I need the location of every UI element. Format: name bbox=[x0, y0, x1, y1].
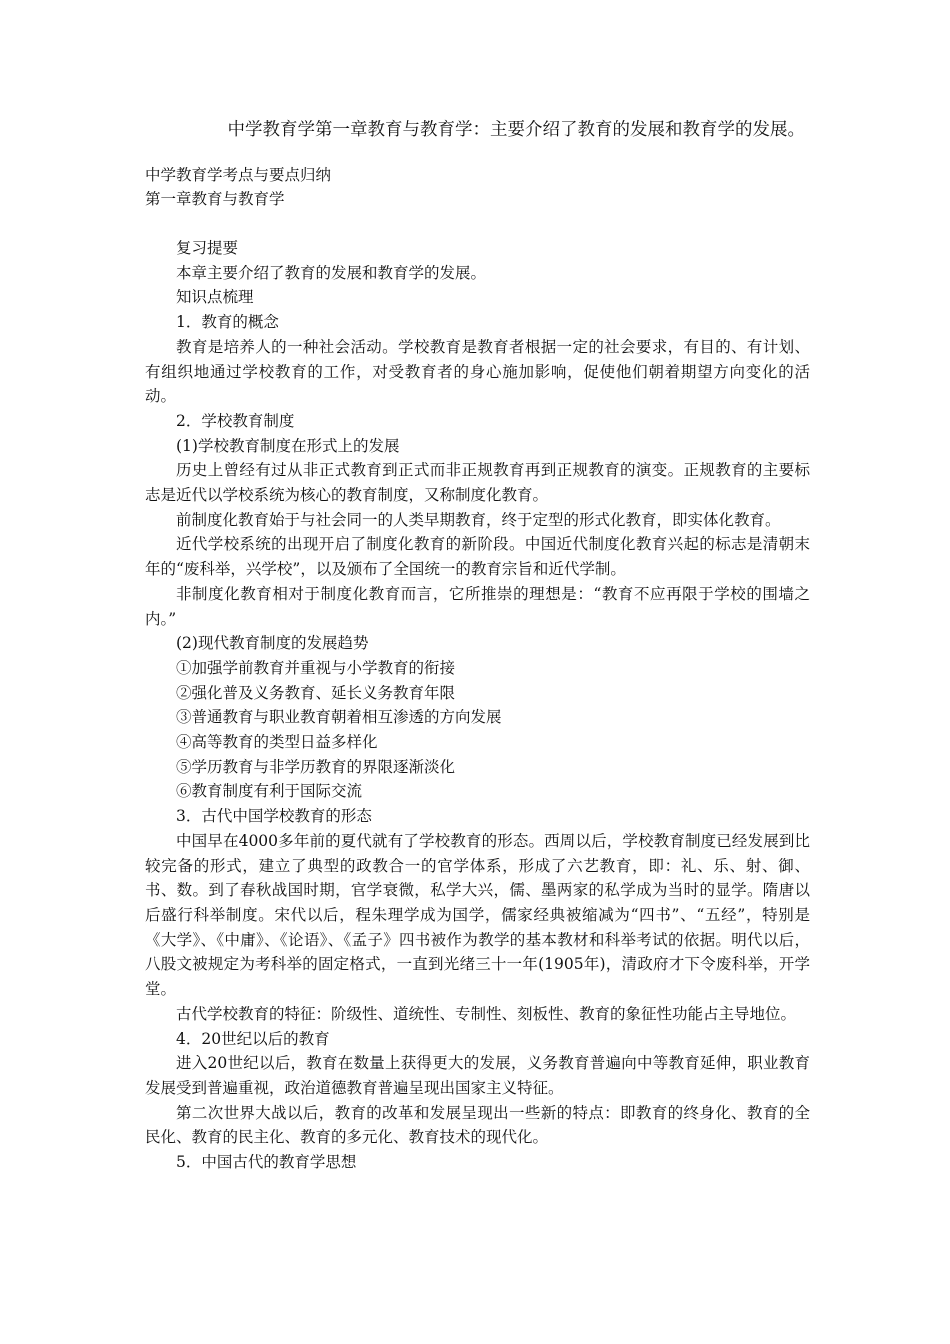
subsection-heading: (2)现代教育制度的发展趋势 bbox=[176, 634, 369, 653]
paragraph: 知识点梳理 bbox=[176, 288, 254, 307]
section-heading: 5．中国古代的教育学思想 bbox=[176, 1153, 357, 1172]
list-item: ④高等教育的类型日益多样化 bbox=[176, 733, 378, 752]
paragraph: 复习提要 bbox=[176, 239, 239, 257]
paragraph: 第二次世界大战以后，教育的改革和发展呈现出一些新的特点：即教育的终身化、教育的全民化、教育的民主化、教育的多元化、教育技术的现代化。 bbox=[145, 1103, 810, 1147]
paragraph: 古代学校教育的特征：阶级性、道统性、专制性、刻板性、教育的象征性功能占主导地位。 bbox=[176, 1004, 797, 1023]
section-heading: 3．古代中国学校教育的形态 bbox=[176, 807, 372, 826]
subsection-heading: (1)学校教育制度在形式上的发展 bbox=[176, 436, 400, 455]
section-heading: 4．20世纪以后的教育 bbox=[176, 1029, 330, 1048]
paragraph: 历史上曾经有过从非正式教育到正式而非正规教育再到正规教育的演变。正规教育的主要标志是近代以学校系统为核心的教育制度，又称制度化教育。 bbox=[145, 461, 810, 505]
section-heading: 1．教育的概念 bbox=[176, 313, 279, 332]
paragraph: 非制度化教育相对于制度化教育而言，它所推崇的理想是：“教育不应再限于学校的围墙之内。” bbox=[145, 584, 810, 628]
list-item: ①加强学前教育并重视与小学教育的衔接 bbox=[176, 658, 456, 677]
subtitle-exam-points: 中学教育学考点与要点归纳 bbox=[145, 166, 332, 184]
paragraph: 本章主要介绍了教育的发展和教育学的发展。 bbox=[176, 263, 487, 282]
document-body bbox=[145, 236, 810, 1175]
paragraph: 前制度化教育始于与社会同一的人类早期教育，终于定型的形式化教育，即实体化教育。 bbox=[176, 510, 781, 529]
subtitle-chapter: 第一章教育与教育学 bbox=[145, 190, 285, 208]
list-item: ②强化普及义务教育、延长义务教育年限 bbox=[176, 683, 456, 702]
paragraph: 中国早在4000多年前的夏代就有了学校教育的形态。西周以后，学校教育制度已经发展到比较完备的形式，建立了典型的政教合一的官学体系，形成了六艺教育，即：礼、乐、射、御、书、数。到了春秋战国时期，官学衰微，私学大兴，儒、墨两家的私学成为当时的显学。隋唐以后盛行科举制度。宋代以后，程朱理学成为国学，儒家经典被缩减为“四书”、“五经”，特别是《大学》、《中庸》、《论语》、《孟子》四书被作为教学的基本教材和科举考试的依据。明代以后，八股文被规定为考科举的固定格式，一直到光绪三十一年(1905年)，清政府才下令废科举，开学堂。 bbox=[145, 831, 810, 999]
paragraph: 近代学校系统的出现开启了制度化教育的新阶段。中国近代制度化教育兴起的标志是清朝末年的“废科举，兴学校”，以及颁布了全国统一的教育宗旨和近代学制。 bbox=[145, 535, 810, 579]
paragraph: 进入20世纪以后，教育在数量上获得更大的发展，义务教育普遍向中等教育延伸，职业教育发展受到普遍重视，政治道德教育普遍呈现出国家主义特征。 bbox=[145, 1054, 810, 1097]
document-title: 中学教育学第一章教育与教育学：主要介绍了教育的发展和教育学的发展。 bbox=[227, 120, 805, 140]
list-item: ③普通教育与职业教育朝着相互渗透的方向发展 bbox=[176, 708, 502, 727]
list-item: ⑤学历教育与非学历教育的界限逐渐淡化 bbox=[176, 757, 456, 776]
paragraph: 教育是培养人的一种社会活动。学校教育是教育者根据一定的社会要求，有目的、有计划、有组织地通过学校教育的工作，对受教育者的身心施加影响，促使他们朝着期望方向变化的活动。 bbox=[145, 337, 810, 406]
section-heading: 2．学校教育制度 bbox=[176, 411, 295, 430]
list-item: ⑥教育制度有利于国际交流 bbox=[176, 782, 363, 801]
document-header bbox=[145, 163, 805, 211]
